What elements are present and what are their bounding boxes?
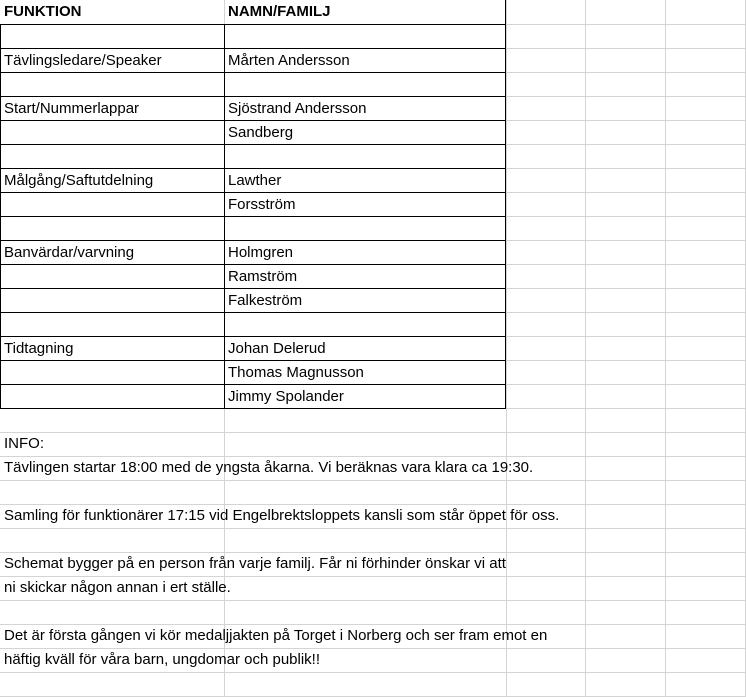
cell-function[interactable]: Målgång/Saftutdelning bbox=[4, 172, 154, 189]
cell-function[interactable]: Tidtagning bbox=[4, 340, 74, 357]
cell-name[interactable]: Sandberg bbox=[228, 124, 294, 141]
info-line[interactable]: häftig kväll för våra barn, ungdomar och publik!! bbox=[4, 651, 321, 668]
cell-function[interactable]: Start/Nummerlappar bbox=[4, 100, 140, 117]
gridline-horizontal bbox=[0, 600, 746, 601]
cell-name[interactable]: Ramström bbox=[228, 268, 298, 285]
gridline-horizontal bbox=[0, 432, 746, 433]
cell-name[interactable]: Sjöstrand Andersson bbox=[228, 100, 367, 117]
header-funktion[interactable]: FUNKTION bbox=[4, 3, 82, 20]
cell-name[interactable]: Jimmy Spolander bbox=[228, 388, 344, 405]
cell-name[interactable]: Johan Delerud bbox=[228, 340, 326, 357]
gridline-vertical bbox=[665, 0, 666, 697]
table-border bbox=[505, 0, 506, 409]
gridline-vertical bbox=[506, 0, 507, 697]
info-line[interactable]: Samling för funktionärer 17:15 vid Engelbrektsloppets kansli som står öppet för oss. bbox=[4, 507, 560, 524]
info-line[interactable]: Schemat bygger på en person från varje familj. Får ni förhinder önskar vi att bbox=[4, 555, 506, 572]
cell-name[interactable]: Thomas Magnusson bbox=[228, 364, 364, 381]
gridline-vertical bbox=[585, 0, 586, 697]
info-line[interactable]: Tävlingen startar 18:00 med de yngsta åkarna. Vi beräknas vara klara ca 19:30. bbox=[4, 459, 534, 476]
table-border bbox=[224, 24, 225, 409]
info-heading[interactable]: INFO: bbox=[4, 435, 44, 452]
table-border bbox=[0, 24, 1, 409]
header-namn-familj[interactable]: NAMN/FAMILJ bbox=[228, 3, 331, 20]
cell-name[interactable]: Holmgren bbox=[228, 244, 294, 261]
cell-function[interactable]: Tävlingsledare/Speaker bbox=[4, 52, 162, 69]
gridline-horizontal bbox=[0, 672, 746, 673]
info-line[interactable]: Det är första gången vi kör medaljjakten på Torget i Norberg och ser fram emot en bbox=[4, 627, 548, 644]
cell-name[interactable]: Lawther bbox=[228, 172, 282, 189]
cell-name[interactable]: Forsström bbox=[228, 196, 296, 213]
table-border bbox=[0, 24, 506, 25]
cell-name[interactable]: Falkeström bbox=[228, 292, 303, 309]
gridline-horizontal bbox=[0, 528, 746, 529]
gridline-horizontal bbox=[0, 480, 746, 481]
cell-name[interactable]: Mårten Andersson bbox=[228, 52, 350, 69]
cell-function[interactable]: Banvärdar/varvning bbox=[4, 244, 135, 261]
info-line[interactable]: ni skickar någon annan i ert ställe. bbox=[4, 579, 231, 596]
